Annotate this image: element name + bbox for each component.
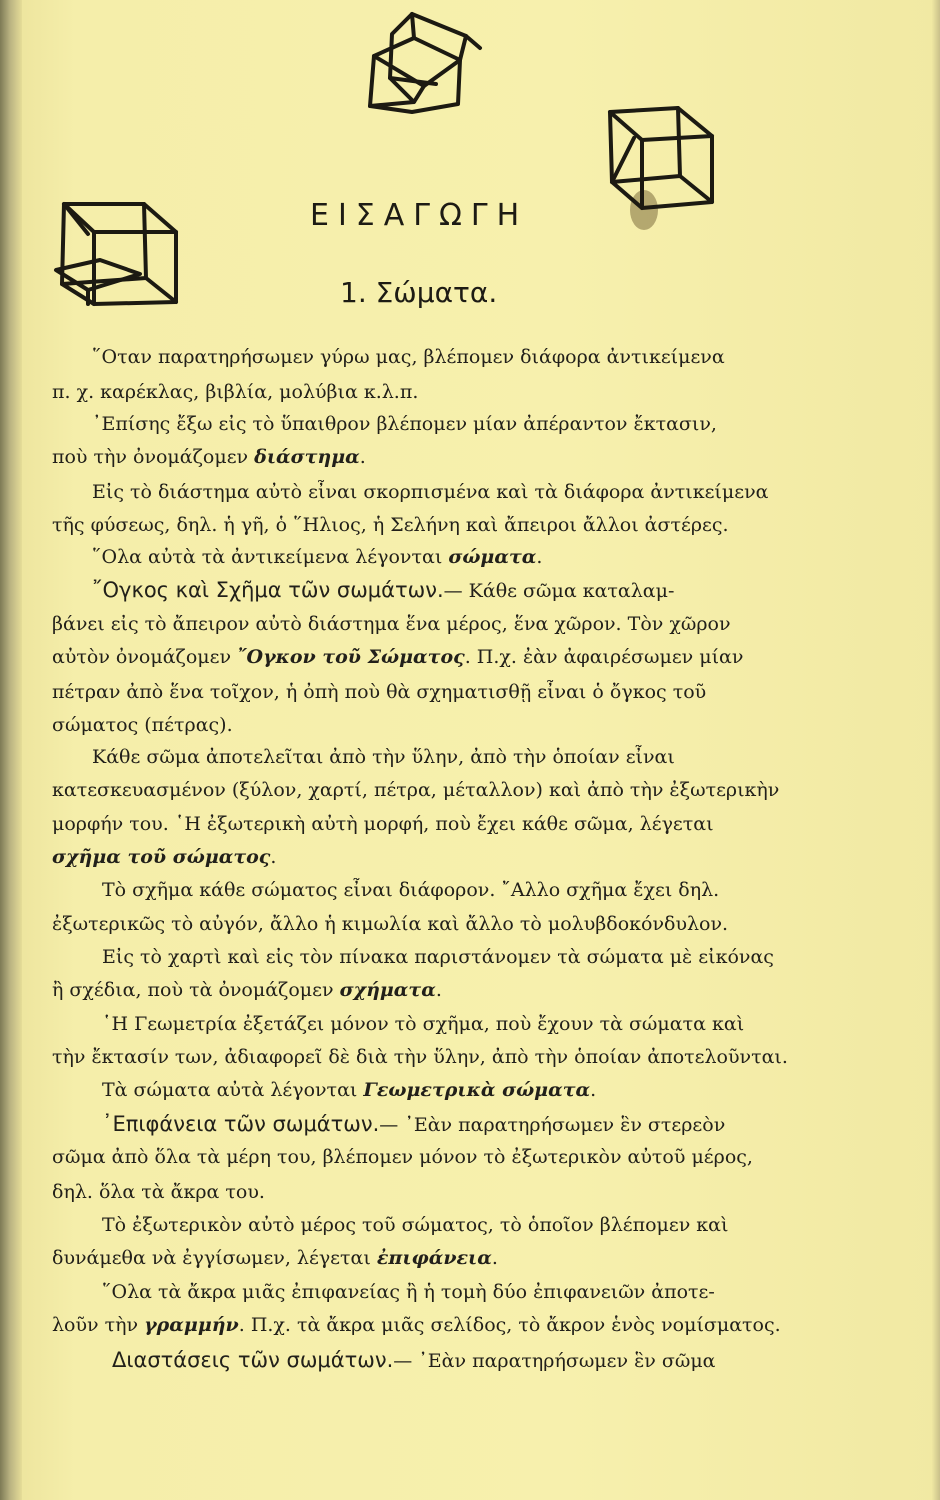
page-right-edge	[932, 0, 940, 1500]
text-span: κατεσκευασμένον (ξύλον, χαρτί, πέτρα, μέταλλον) καὶ ἀπὸ τὴν ἐξωτερικὴν	[52, 779, 780, 801]
text-line	[52, 812, 862, 836]
text-span: .	[435, 979, 442, 1001]
text-line	[52, 778, 862, 802]
text-line	[52, 480, 902, 504]
text-line	[52, 412, 902, 436]
text-line	[52, 545, 902, 569]
cube-sketch-right	[600, 98, 730, 238]
text-span: ᾿Επίσης ἔξω εἰς τὸ ὕπαιθρον βλέπομεν μίαν ἀπέραντον ἔκτασιν,	[92, 413, 717, 435]
text-span: Τὰ σώματα αὐτὰ λέγονται	[102, 1079, 364, 1101]
text-line	[52, 345, 902, 369]
text-line	[52, 1045, 862, 1069]
text-line	[52, 1112, 912, 1137]
text-line	[52, 1348, 922, 1373]
text-line	[52, 578, 902, 603]
text-span: . Π.χ. τὰ ἄκρα μιᾶς σελίδος, τὸ ἄκρον ἑνὸς νομίσματος.	[238, 1314, 781, 1336]
emphasized-term: σχῆμα τοῦ σώματος	[52, 846, 271, 868]
text-line	[52, 1280, 912, 1304]
text-line	[52, 1246, 862, 1270]
text-span: αὐτὸν ὀνομάζομεν	[52, 646, 238, 668]
cube-sketch-left	[48, 186, 188, 316]
text-span: ῞Ολα αὐτὰ τὰ ἀντικείμενα λέγονται	[92, 546, 449, 568]
text-span: σῶμα ἀπὸ ὅλα τὰ μέρη του, βλέπομεν μόνον τὸ ἐξωτερικὸν αὐτοῦ μέρος,	[52, 1146, 753, 1168]
emphasized-term: διάστημα	[254, 446, 360, 468]
text-line	[52, 612, 862, 636]
text-line	[52, 912, 862, 936]
emphasized-term: γραμμήν	[144, 1314, 239, 1336]
text-line	[52, 1213, 912, 1237]
text-span: ἢ σχέδια, ποὺ τὰ ὀνομάζομεν	[52, 979, 340, 1001]
text-span: ἐξωτερικῶς τὸ αὐγόν, ἄλλο ἡ κιμωλία καὶ ἄλλο τὸ μολυβδοκόνδυλον.	[52, 913, 729, 935]
emphasized-term: ἐπιφάνεια	[376, 1247, 492, 1269]
text-span: μορφήν του. ῾Η ἐξωτερικὴ αὐτὴ μορφή, ποὺ ἔχει κάθε σῶμα, λέγεται	[52, 813, 714, 835]
text-span: ῾Η Γεωμετρία ἐξετάζει μόνον τὸ σχῆμα, ποὺ ἔχουν τὰ σώματα καὶ	[102, 1013, 745, 1035]
text-span: Τὸ σχῆμα κάθε σώματος εἶναι διάφορον. ῎Αλλο σχῆμα ἔχει δηλ.	[102, 879, 720, 901]
text-line	[52, 513, 862, 537]
text-line	[52, 713, 862, 737]
text-span: — Κάθε σῶμα καταλαμ-	[443, 580, 675, 602]
text-span: ῞Ολα τὰ ἄκρα μιᾶς ἐπιφανείας ἢ ἡ τομὴ δύο ἐπιφανειῶν ἀποτε-	[102, 1281, 715, 1303]
text-span: ῞Οταν παρατηρήσωμεν γύρω μας, βλέπομεν διάφορα ἀντικείμενα	[92, 346, 725, 368]
emphasized-term: σχήματα	[339, 979, 436, 1001]
text-span: τὴν ἔκτασίν των, ἀδιαφορεῖ δὲ διὰ τὴν ὕλην, ἀπὸ τὴν ὁποίαν ἀποτελοῦνται.	[52, 1046, 788, 1068]
text-span: .	[359, 446, 366, 468]
text-span: .	[536, 546, 543, 568]
text-span: — ᾿Εὰν παρατηρήσωμεν ἓν στερεὸν	[379, 1114, 726, 1136]
text-span: βάνει εἰς τὸ ἄπειρον αὐτὸ διάστημα ἕνα μέρος, ἕνα χῶρον. Τὸν χῶρον	[52, 613, 731, 635]
emphasized-term: ῎Ογκον τοῦ Σώματος	[237, 646, 465, 668]
text-line	[52, 1145, 862, 1169]
text-span: λοῦν τὴν	[52, 1314, 145, 1336]
text-span: ποὺ τὴν ὀνομάζομεν	[52, 446, 255, 468]
text-line	[52, 978, 862, 1002]
text-line	[52, 1180, 862, 1204]
section-title: 1. Σώματα.	[340, 276, 498, 309]
text-span: πέτραν ἀπὸ ἕνα τοῖχον, ἡ ὀπὴ ποὺ θὰ σχηματισθῇ εἶναι ὁ ὄγκος τοῦ	[52, 681, 707, 703]
text-line	[52, 680, 862, 704]
text-span: δηλ. ὅλα τὰ ἄκρα του.	[52, 1181, 265, 1203]
text-line	[52, 645, 862, 669]
text-span: Τὸ ἐξωτερικὸν αὐτὸ μέρος τοῦ σώματος, τὸ ὁποῖον βλέπομεν καὶ	[102, 1214, 729, 1236]
text-line	[52, 380, 862, 404]
text-line	[52, 845, 862, 869]
text-line	[52, 1078, 912, 1102]
text-line	[52, 1313, 862, 1337]
page-binding-edge	[0, 0, 22, 1500]
text-span: . Π.χ. ἐὰν ἀφαιρέσωμεν μίαν	[464, 646, 744, 668]
text-span: — ᾿Εὰν παρατηρήσωμεν ἓν σῶμα	[393, 1350, 716, 1372]
inline-heading: Διαστάσεις τῶν σωμάτων.	[112, 1348, 394, 1372]
text-span: .	[270, 846, 277, 868]
text-span: τῆς φύσεως, δηλ. ἡ γῆ, ὁ ῞Ηλιος, ἡ Σελήνη καὶ ἄπειροι ἄλλοι ἀστέρες.	[52, 514, 729, 536]
text-span: π. χ. καρέκλας, βιβλία, μολύβια κ.λ.π.	[52, 381, 419, 403]
page-title: ΕΙΣΑΓΩΓΗ	[310, 198, 529, 233]
inline-heading: ᾿Επιφάνεια τῶν σωμάτων.	[102, 1112, 380, 1136]
emphasized-term: Γεωμετρικὰ σώματα	[363, 1079, 591, 1101]
text-span: Εἰς τὸ χαρτὶ καὶ εἰς τὸν πίνακα παριστάνομεν τὰ σώματα μὲ εἰκόνας	[102, 946, 774, 968]
text-span: Εἰς τὸ διάστημα αὐτὸ εἶναι σκορπισμένα καὶ τὰ διάφορα ἀντικείμενα	[92, 481, 769, 503]
text-line	[52, 445, 862, 469]
emphasized-term: σώματα	[448, 546, 537, 568]
text-span: .	[491, 1247, 498, 1269]
cube-sketch-top	[362, 8, 492, 118]
text-line	[52, 1012, 912, 1036]
text-span: Κάθε σῶμα ἀποτελεῖται ἀπὸ τὴν ὕλην, ἀπὸ τὴν ὁποίαν εἶναι	[92, 746, 675, 768]
text-line	[52, 745, 902, 769]
text-line	[52, 878, 912, 902]
text-span: σώματος (πέτρας).	[52, 714, 233, 736]
text-span: .	[590, 1079, 597, 1101]
text-line	[52, 945, 912, 969]
inline-heading: ῎Ογκος καὶ Σχῆμα τῶν σωμάτων.	[92, 578, 444, 602]
text-span: δυνάμεθα νὰ ἐγγίσωμεν, λέγεται	[52, 1247, 377, 1269]
